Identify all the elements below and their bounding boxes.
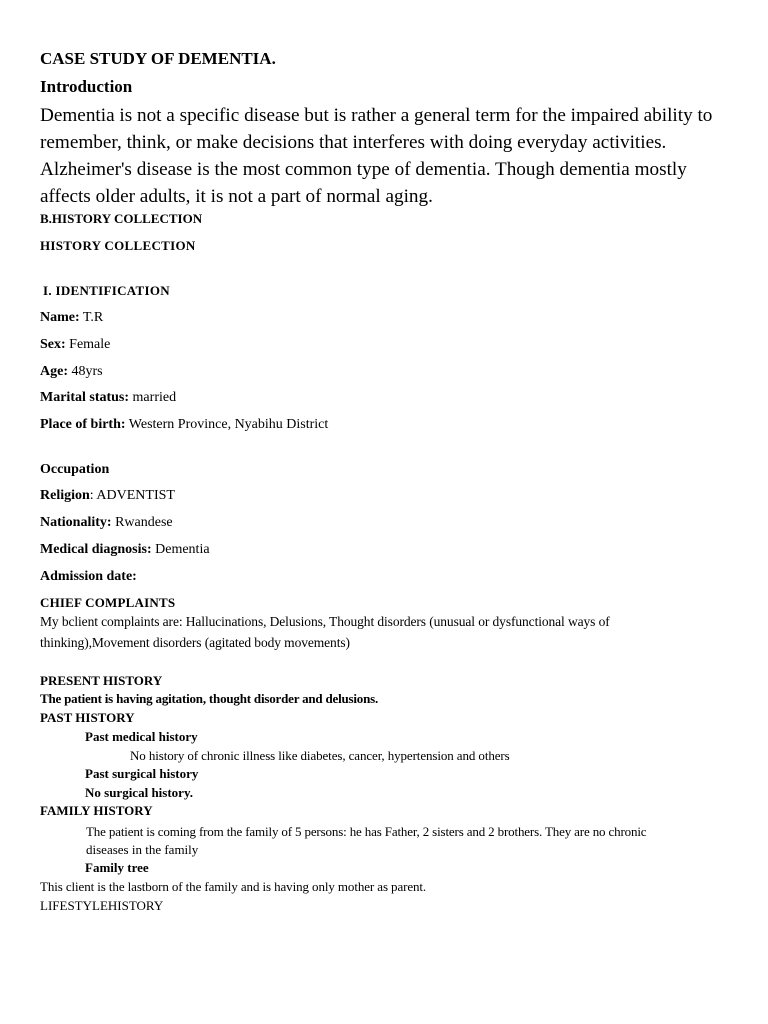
chief-complaints-line-2: thinking),Movement disorders (agitated body movements)	[40, 635, 350, 650]
marital-status-label: Marital status:	[40, 390, 130, 405]
past-medical-history-text: No history of chronic illness like diabetes, cancer, hypertension and others	[130, 748, 510, 763]
lifestyle-history-heading: LIFESTYLEHISTORY	[40, 898, 164, 913]
family-history-line-1: The patient is coming from the family of 5 persons: he has Father, 2 sisters and 2 brothers. They are no chronic	[86, 824, 647, 839]
religion-value: : ADVENTIST	[89, 488, 175, 503]
place-of-birth-label: Place of birth:	[40, 417, 126, 432]
past-medical-history-heading: Past medical history	[85, 729, 198, 744]
religion-label: Religion	[40, 488, 90, 503]
nationality-value: Rwandese	[115, 515, 173, 530]
religion-row	[40, 488, 175, 504]
name-row	[40, 310, 103, 326]
introduction-text: Dementia is not a specific disease but is rather a general term for the impaired ability to remember, think, or make decisions that interferes with doing everyday activities. Alzheimer's disease is the most common type of dementia. Though dementia mostly affects older adults, it is not a part of normal aging.	[40, 105, 713, 207]
marital-status-row	[40, 390, 176, 406]
nationality-label: Nationality:	[40, 515, 112, 530]
present-history-text: The patient is having agitation, thought disorder and delusions.	[40, 691, 379, 706]
section-b-heading: B.HISTORY COLLECTION	[40, 211, 203, 226]
age-row	[40, 364, 103, 380]
medical-diagnosis-value: Dementia	[155, 542, 210, 557]
identification-heading: I. IDENTIFICATION	[43, 283, 170, 298]
nationality-row	[40, 515, 173, 531]
family-history-heading: FAMILY HISTORY	[40, 803, 153, 818]
past-surgical-history-text: No surgical history.	[85, 785, 193, 800]
document-title: CASE STUDY OF DEMENTIA.	[40, 49, 276, 68]
present-history-heading: PRESENT HISTORY	[40, 673, 163, 688]
place-of-birth-value: Western Province, Nyabihu District	[128, 417, 329, 432]
past-surgical-history-heading: Past surgical history	[85, 766, 199, 781]
admission-date-label: Admission date:	[40, 569, 137, 584]
chief-complaints-line-1: My bclient complaints are: Hallucinations, Delusions, Thought disorders (unusual or dysfunctional ways of	[40, 614, 610, 629]
place-of-birth-row	[40, 417, 328, 433]
introduction-heading: Introduction	[40, 77, 133, 96]
medical-diagnosis-row	[40, 542, 210, 558]
name-label: Name:	[40, 310, 80, 325]
age-label: Age:	[40, 364, 68, 379]
family-history-line-2: diseases in the family	[86, 842, 199, 857]
past-history-heading: PAST HISTORY	[40, 710, 135, 725]
history-collection-heading: HISTORY COLLECTION	[40, 238, 196, 253]
family-tree-text: This client is the lastborn of the family and is having only mother as parent.	[40, 879, 427, 894]
name-value: T.R	[82, 310, 104, 325]
sex-row	[40, 337, 110, 353]
chief-complaints-heading: CHIEF COMPLAINTS	[40, 595, 176, 610]
family-tree-heading: Family tree	[85, 860, 149, 875]
sex-label: Sex:	[40, 337, 66, 352]
age-value: 48yrs	[71, 364, 103, 379]
marital-status-value: married	[132, 390, 177, 405]
sex-value: Female	[69, 337, 111, 352]
occupation-label: Occupation	[40, 462, 110, 477]
medical-diagnosis-label: Medical diagnosis:	[40, 542, 152, 557]
